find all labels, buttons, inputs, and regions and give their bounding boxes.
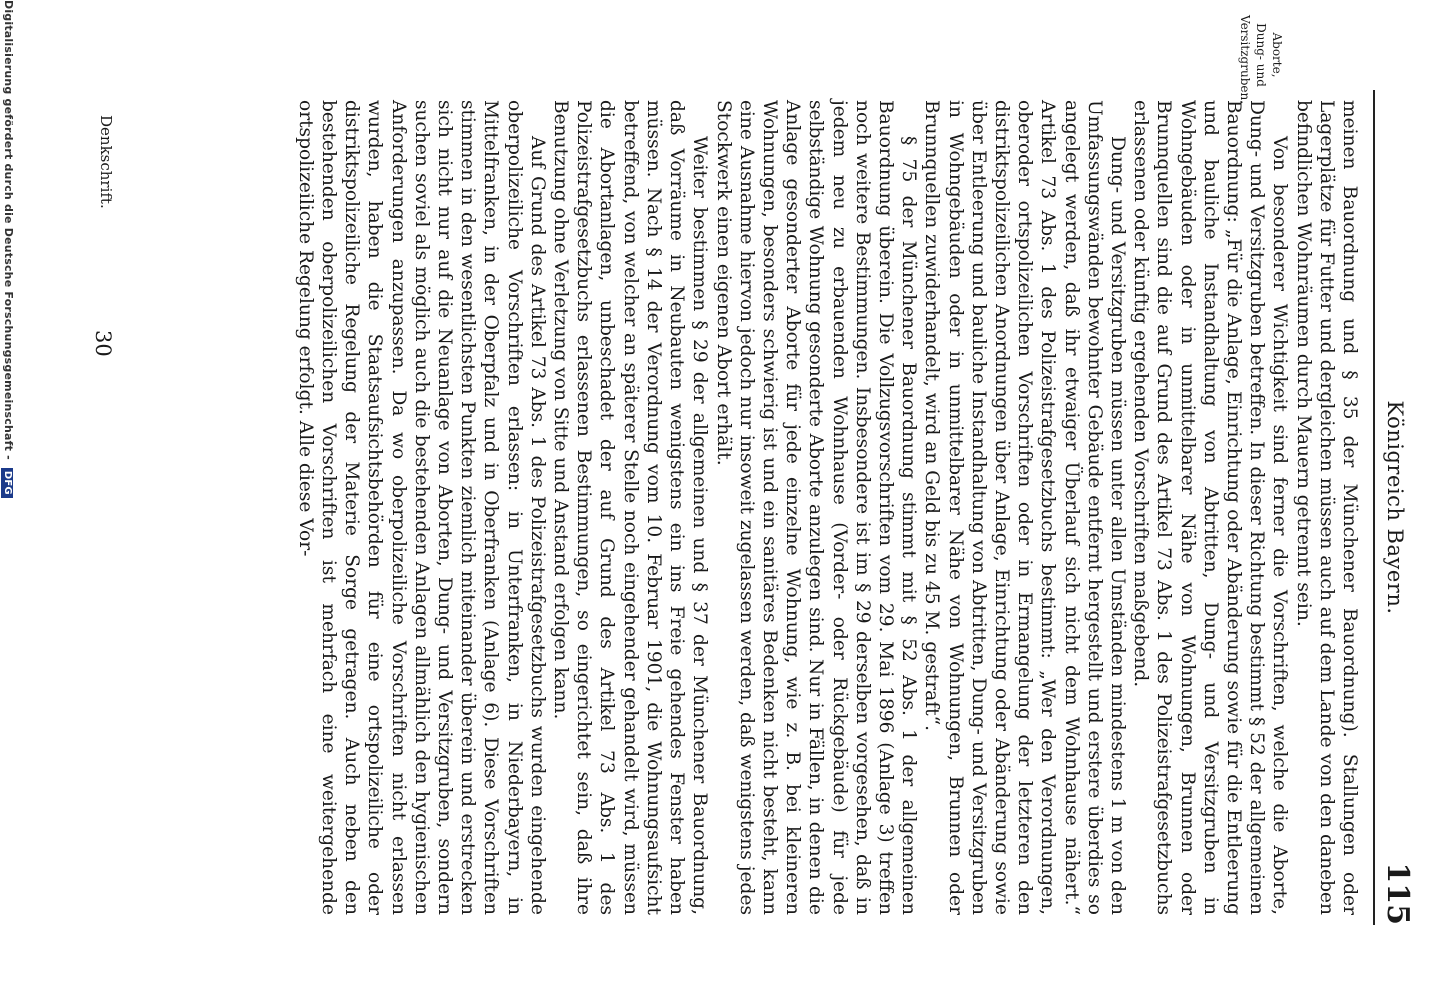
body-text: [294, 100, 1361, 915]
paragraph: § 75 der Münchener Bauordnung stimmt mit § 52 Abs. 1 der allgemeinen Bauordnung überein. Die Vollzugsvorschriften vom 29. Mai 1896 (Anlage 3) treffen noch weitere Bestimmungen. Insbesondere ist im § 29 derselben vorgesehen, daß in jedem neu zu erbauenden Wohnhause (Vorder- oder Rückgebäude) für jede selbständige Wohnung gesonderte Aborte anzulegen sind. Nur in Fällen, in denen die Anlage gesonderter Aborte für jede einzelne Wohnung, wie z. B. bei kleineren Wohnungen, besonders schwierig ist und ein sanitäres Bedenken nicht besteht, kann eine Ausnahme hiervon jedoch nur insoweit zugelassen werden, daß wenigstens jedes Stockwerk einen eigenen Abort erhält.: [712, 100, 920, 915]
page-header: [1373, 90, 1415, 925]
page-number: 115: [1380, 862, 1415, 925]
paragraph: Dung- und Versitzgruben müssen unter allen Umständen mindestens 1 m von den Umfassungswänden bewohnter Gebäude entfernt hergestellt und erstere überdies so angelegt werden, daß ihr etwaiger Überlauf sich nicht dem Wohnhause nähert.“ Artikel 73 Abs. 1 des Polizeistrafgesetzbuchs bestimmt: „Wer den Verordnungen, oberoder ortspolizeilichen Vorschriften oder in Ermangelung der letzteren den distriktspolizeilichen Anordnungen über Anlage, Einrichtung oder Abänderung sowie über Entleerung und bauliche Instandhaltung von Abtritten, Dung- und Versitzgruben in Wohngebäuden oder in unmittelbarer Nähe von Wohnungen, Brunnen oder Brunnquellen zuwiderhandelt, wird an Geld bis zu 45 M. gestraft“.: [921, 100, 1128, 915]
sheet-signature: 30: [91, 330, 115, 357]
running-title: Königreich Bayern.: [1383, 400, 1407, 615]
paragraph: meinen Bauordnung und § 35 der Münchener Bauordnung). Stallungen oder Lagerplätze für Futter und dergleichen müssen auch auf dem Lande von den daneben befindlichen Wohnräumen durch Mauern getrennt sein.: [1292, 100, 1360, 915]
digitization-text: Digitalisierung gefördert durch die Deutsche Forschungsgemeinschaft -: [2, 0, 15, 460]
dfg-logo: DFG: [1, 468, 13, 498]
margin-note: Aborte, Dung- und Versitzgruben.: [1238, 15, 1284, 105]
digitization-note: [1, 0, 15, 1000]
paragraph: Weiter bestimmen § 29 der allgemeinen und § 37 der Münchener Bauordnung, daß Vorräume in Neubauten wenigstens ein ins Freie gehendes Fenster haben müssen. Nach § 14 der Verordnung vom 10. Februar 1901, die Wohnungsaufsicht betreffend, von welcher an späterer Stelle noch eingehender gehandelt wird, müssen die Abortanlagen, unbeschadet der auf Grund des Artikel 73 Abs. 1 des Polizeistrafgesetzbuchs erlassenen Bestimmungen, so eingerichtet sein, daß ihre Benutzung ohne Verletzung von Sitte und Anstand erfolgen kann.: [550, 100, 711, 915]
footer-label: Denkschrift.: [97, 115, 115, 209]
paragraph: Von besonderer Wichtigkeit sind ferner die Vorschriften, welche die Aborte, Dung- und Versitzgruben betreffen. In dieser Richtung bestimmt § 52 der allgemeinen Bauordnung: „Für die Anlage, Einrichtung oder Abänderung sowie für die Entleerung und bauliche Instandhaltung von Abtritten, Dung- und Versitzgruben in Wohngebäuden oder in unmittelbarer Nähe von Wohnungen, Brunnen oder Brunnquellen sind die auf Grund des Artikel 73 Abs. 1 des Polizeistrafgesetzbuchs erlassenen oder künftig ergehenden Vorschriften maßgebend.: [1130, 100, 1291, 915]
paragraph: Auf Grund des Artikel 73 Abs. 1 des Polizeistrafgesetzbuchs wurden eingehende oberpolizeiliche Vorschriften erlassen: in Unterfranken, in Niederbayern, in Mittelfranken, in der Oberpfalz und in Oberfranken (Anlage 6). Diese Vorschriften stimmen in den wesentlichsten Punkten ziemlich miteinander überein und erstrecken sich nicht nur auf die Neuanlage von Aborten, Dung- und Versitzgruben, sondern suchen soviel als möglich auch die bestehenden Anlagen allmählich den hygienischen Anforderungen anzupassen. Da wo oberpolizeiliche Vorschriften nicht erlassen wurden, haben die Staatsaufsichtsbehörden für eine ortspolizeiliche oder distriktspolizeiliche Regelung der Materie Sorge getragen. Auch neben den bestehenden oberpolizeilichen Vorschriften ist mehrfach eine weitergehende ortspolizeiliche Regelung erfolgt. Alle diese Vor-: [294, 100, 548, 915]
